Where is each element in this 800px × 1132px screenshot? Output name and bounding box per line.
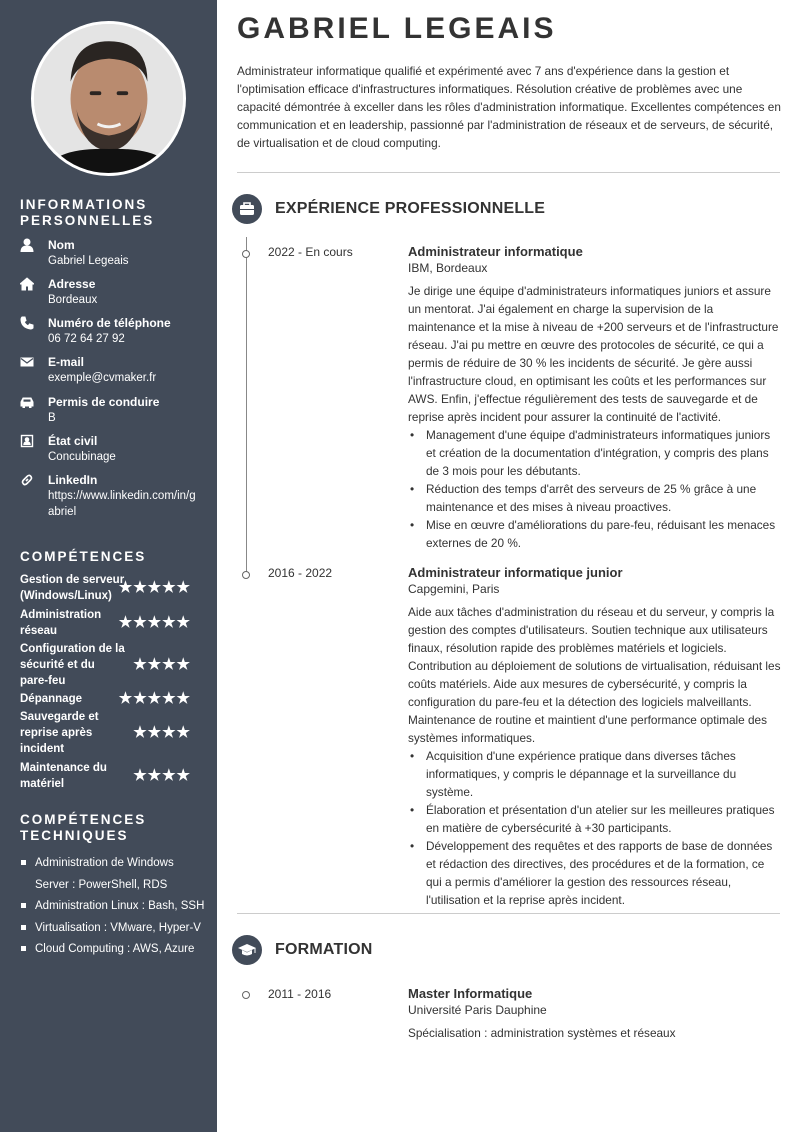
skill-rating: ★★★★★	[118, 579, 191, 596]
job-date: 2022 - En cours	[268, 245, 353, 259]
info-label: Nom	[48, 238, 75, 252]
info-label: Permis de conduire	[48, 395, 160, 409]
skill-item	[20, 760, 200, 792]
skill-name: Administration réseau	[20, 609, 102, 637]
timeline-line	[246, 237, 247, 573]
tech-skills-list	[20, 853, 205, 961]
job-description: Aide aux tâches d'administration du réseau et du serveur, y compris la gestion des comptes d'utilisateurs. Soutien technique aux utilisateurs finaux, résolution rapide des problèmes matériels et logiciels. Contribution au déploiement de solutions de virtualisation, réduisant les coûts matériels. Aide aux mesures de cybersécurité, y compris la configuration du pare-feu et la détection des logiciels malveillants. Maintenance de routine et maintient d'une performance optimale des systèmes informatiques.	[408, 605, 781, 745]
list-item: • Développement des requêtes et des rapports de base de données et rédaction des directives, des procédures et de la formation, ce qui a permis d'améliorer la gestion des ressources réseau, l'utilisation et la reprise après incident.	[408, 837, 781, 909]
skill-rating: ★★★★	[133, 656, 191, 673]
list-item: Administration de Windows Server : PowerShell, RDS	[20, 853, 205, 896]
info-value: exemple@cvmaker.fr	[48, 372, 157, 384]
skill-item	[20, 691, 200, 707]
linkedin-link[interactable]: https://www.linkedin.com/in/gabriel	[48, 490, 196, 518]
list-item: Administration Linux : Bash, SSH	[20, 896, 205, 918]
info-label: État civil	[48, 434, 98, 448]
list-item: • Mise en œuvre d'améliorations du pare-feu, réduisant les menaces externes de 20 %.	[408, 516, 781, 552]
skill-name: Maintenance du matériel	[20, 762, 107, 790]
job-company: Capgemini, Paris	[408, 582, 500, 596]
tech-skills-title: COMPÉTENCES TECHNIQUES	[20, 812, 147, 843]
list-item: Virtualisation : VMware, Hyper-V	[20, 918, 205, 940]
education-title: FORMATION	[275, 941, 373, 958]
timeline-dot	[242, 991, 250, 999]
job-description: Je dirige une équipe d'administrateurs informatiques juniors et assure un mentorat. J'ai également en charge la supervision de la maintenance et la mise à niveau de +200 serveurs et de l'infrastructure réseau. J'ai pu mettre en œuvre des protocoles de sécurité, ce qui a permis de réduire de 30 % les incidents de sécurité. Je gère aussi l'infrastructure cloud, en optimisant les coûts et les performances sur AWS. Enfin, j'effectue régulièrement des tests de sauvegarde et de reprise après incident pour assurer la continuité de l'activité.	[408, 284, 779, 424]
job-bullets	[408, 426, 781, 552]
job-entry	[408, 565, 781, 909]
info-value: B	[48, 412, 56, 424]
info-value: Gabriel Legeais	[48, 255, 129, 267]
education-entry	[408, 986, 781, 1042]
info-label: Numéro de téléphone	[48, 316, 171, 330]
degree-title: Master Informatique	[408, 986, 533, 1001]
education-detail: Spécialisation : administration systèmes et réseaux	[408, 1026, 676, 1040]
info-value: Concubinage	[48, 451, 116, 463]
person-icon	[20, 238, 36, 252]
job-title: Administrateur informatique junior	[408, 565, 623, 580]
skill-rating: ★★★★★	[118, 690, 191, 707]
timeline-dot	[242, 571, 250, 579]
home-icon	[20, 277, 36, 291]
school-name: Université Paris Dauphine	[408, 1003, 547, 1017]
phone-icon	[20, 316, 36, 330]
skill-name: Sauvegarde et reprise après incident	[20, 711, 99, 755]
job-company: IBM, Bordeaux	[408, 261, 488, 275]
skill-item	[20, 572, 200, 604]
divider	[237, 913, 780, 914]
info-label: Adresse	[48, 277, 96, 291]
list-item: • Acquisition d'une expérience pratique dans diverses tâches informatiques, y compris le dépannage et la surveillance du système.	[408, 747, 781, 801]
id-card-icon	[20, 434, 36, 448]
job-date: 2016 - 2022	[268, 566, 333, 580]
skill-item	[20, 709, 200, 757]
skill-item	[20, 641, 200, 689]
info-value: Bordeaux	[48, 294, 98, 306]
list-item: • Management d'une équipe d'administrateurs informatiques juniors et création de la documentation d'intégration, y compris des plans de 3 mois pour les débutants.	[408, 426, 781, 480]
timeline-dot	[242, 250, 250, 258]
education-date: 2011 - 2016	[268, 987, 332, 1001]
skill-name: Configuration de la sécurité et du pare-feu	[20, 643, 125, 687]
job-bullets	[408, 747, 781, 909]
skill-item	[20, 607, 200, 639]
profile-photo	[31, 21, 186, 176]
sidebar	[0, 0, 217, 1132]
skills-title: COMPÉTENCES	[20, 549, 147, 564]
skill-name: Dépannage	[20, 693, 82, 705]
briefcase-icon	[232, 194, 262, 224]
skill-name: Gestion de serveur (Windows/Linux)	[20, 574, 125, 602]
car-icon	[20, 395, 36, 409]
info-value: 06 72 64 27 92	[48, 333, 125, 345]
skill-rating: ★★★★★	[118, 614, 191, 631]
list-item: • Élaboration et présentation d'un atelier sur les meilleures pratiques en matière de cybersécurité à +30 participants.	[408, 801, 781, 837]
envelope-icon	[20, 355, 36, 369]
divider	[237, 172, 780, 173]
personal-info-title: INFORMATIONS PERSONNELLES	[20, 197, 155, 228]
experience-title: EXPÉRIENCE PROFESSIONNELLE	[275, 200, 546, 217]
skill-rating: ★★★★	[133, 767, 191, 784]
list-item: • Réduction des temps d'arrêt des serveurs de 25 % grâce à une maintenance et des mises à niveau proactives.	[408, 480, 781, 516]
job-title: Administrateur informatique	[408, 244, 583, 259]
skill-rating: ★★★★	[133, 724, 191, 741]
job-entry	[408, 244, 781, 552]
info-label: E-mail	[48, 355, 85, 369]
candidate-name: GABRIEL LEGEAIS	[237, 12, 557, 45]
list-item: Cloud Computing : AWS, Azure	[20, 939, 205, 961]
link-icon	[20, 473, 36, 487]
profile-summary: Administrateur informatique qualifié et expérimenté avec 7 ans d'expérience dans la gestion et l'optimisation efficace d'infrastructures informatiques. Résolution créative de problèmes avec une capacité démontrée à exceller dans les rôles d'administration informatique. Excellentes compétences en communication et en leadership, passionné par l'administration de réseaux et de serveurs, de sécurité, de virtualisation et de cloud computing.	[237, 64, 781, 150]
graduation-cap-icon	[232, 935, 262, 965]
info-label: LinkedIn	[48, 473, 98, 487]
